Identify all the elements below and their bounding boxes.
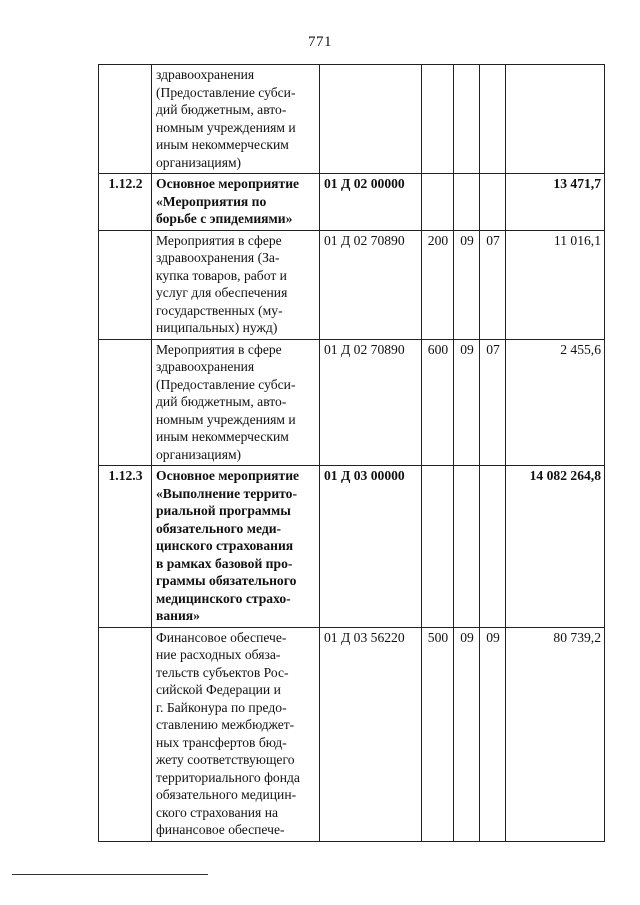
row-number bbox=[99, 65, 152, 174]
target-article-code: 01 Д 02 00000 bbox=[320, 174, 422, 231]
row-number: 1.12.3 bbox=[99, 466, 152, 628]
table-row bbox=[99, 174, 605, 231]
target-article-code: 01 Д 02 70890 bbox=[320, 230, 422, 339]
section-code: 09 bbox=[454, 627, 480, 841]
page-number: 771 bbox=[308, 34, 332, 50]
table-row bbox=[99, 65, 605, 174]
row-number bbox=[99, 339, 152, 466]
expense-type-code bbox=[422, 174, 454, 231]
expense-name: Мероприятия в сфере здравоохранения (За- купка товаров, работ и услуг для обеспечения государственных (му- ниципальных) нужд) bbox=[152, 230, 320, 339]
expense-type-code: 200 bbox=[422, 230, 454, 339]
expense-name: здравоохранения (Предоставление субси- дий бюджетным, авто- номным учреждениям и иным некоммерческим организациям) bbox=[152, 65, 320, 174]
target-article-code: 01 Д 03 56220 bbox=[320, 627, 422, 841]
amount bbox=[506, 65, 605, 174]
target-article-code: 01 Д 03 00000 bbox=[320, 466, 422, 628]
amount: 2 455,6 bbox=[506, 339, 605, 466]
section-code: 09 bbox=[454, 230, 480, 339]
target-article-code: 01 Д 02 70890 bbox=[320, 339, 422, 466]
expense-name: Основное мероприятие «Выполнение террито- риальной программы обязательного меди- цинского страхования в рамках базовой про- граммы обязательного медицинского страхо- вания» bbox=[152, 466, 320, 628]
subsection-code: 07 bbox=[480, 230, 506, 339]
expense-type-code bbox=[422, 466, 454, 628]
target-article-code bbox=[320, 65, 422, 174]
footnote-divider bbox=[12, 874, 208, 875]
expense-type-code: 500 bbox=[422, 627, 454, 841]
table-row bbox=[99, 627, 605, 841]
amount: 11 016,1 bbox=[506, 230, 605, 339]
expense-name: Основное мероприятие «Мероприятия по борьбе с эпидемиями» bbox=[152, 174, 320, 231]
section-code bbox=[454, 466, 480, 628]
expense-name: Финансовое обеспече- ние расходных обяза- тельств субъектов Рос- сийской Федерации и г. Байконура по предо- ставлению межбюджет- ных трансфертов бюд- жету соответствующего территориального фонда обязательного медицин- ского страхования на финансовое обеспече- bbox=[152, 627, 320, 841]
subsection-code bbox=[480, 466, 506, 628]
section-code bbox=[454, 65, 480, 174]
section-code bbox=[454, 174, 480, 231]
expense-type-code bbox=[422, 65, 454, 174]
section-code: 09 bbox=[454, 339, 480, 466]
subsection-code: 09 bbox=[480, 627, 506, 841]
budget-table bbox=[98, 64, 605, 842]
row-number bbox=[99, 627, 152, 841]
table-row bbox=[99, 339, 605, 466]
amount: 13 471,7 bbox=[506, 174, 605, 231]
amount: 80 739,2 bbox=[506, 627, 605, 841]
amount: 14 082 264,8 bbox=[506, 466, 605, 628]
row-number: 1.12.2 bbox=[99, 174, 152, 231]
table-row bbox=[99, 230, 605, 339]
subsection-code bbox=[480, 174, 506, 231]
expense-type-code: 600 bbox=[422, 339, 454, 466]
subsection-code: 07 bbox=[480, 339, 506, 466]
subsection-code bbox=[480, 65, 506, 174]
expense-name: Мероприятия в сфере здравоохранения (Предоставление субси- дий бюджетным, авто- номным учреждениям и иным некоммерческим организациям) bbox=[152, 339, 320, 466]
table-row bbox=[99, 466, 605, 628]
row-number bbox=[99, 230, 152, 339]
